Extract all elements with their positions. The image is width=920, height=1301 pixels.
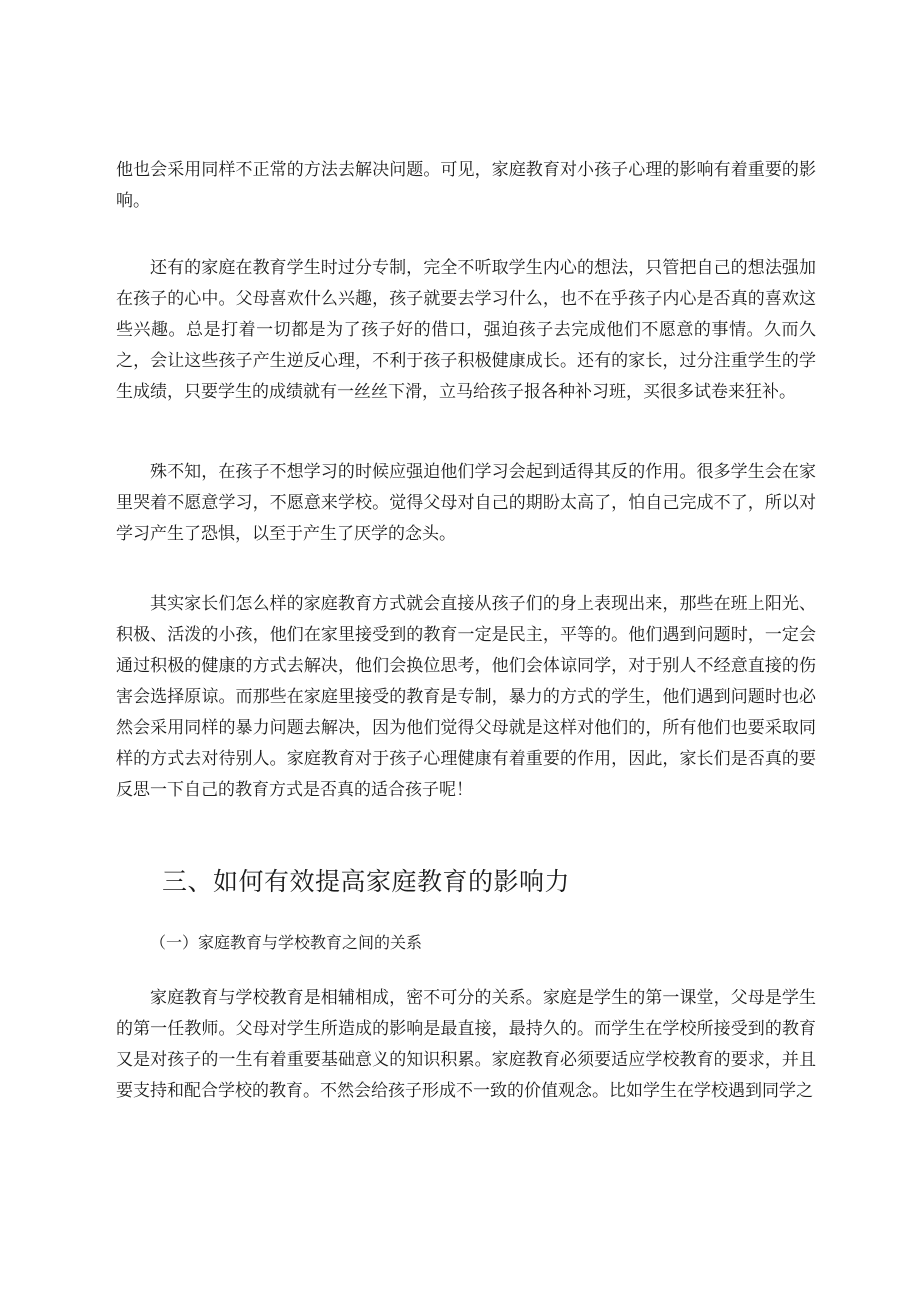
paragraph-forced-study: 殊不知，在孩子不想学习的时候应强迫他们学习会起到适得其反的作用。很多学生会在家里哭着不愿意学习，不愿意来学校。觉得父母对自己的期盼太高了，怕自己完成不了，所以对学习产生了恐惧，以至于产生了厌学的念头。 bbox=[116, 462, 816, 544]
paragraph-family-school-relationship: 家庭教育与学校教育是相辅相成，密不可分的关系。家庭是学生的第一课堂，父母是学生的第一任教师。父母对学生所造成的影响是最直接，最持久的。而学生在学校所接受到的教育又是对孩子的一生有着重要基础意义的知识积累。家庭教育必须要适应学校教育的要求，并且要支持和配合学校的教育。不然会给孩子形成不一致的价值观念。比如学生在学校遇到同学之 bbox=[116, 988, 816, 1101]
paragraph-parenting-style-effects: 其实家长们怎么样的家庭教育方式就会直接从孩子们的身上表现出来，那些在班上阳光、积极、活泼的小孩，他们在家里接受到的教育一定是民主，平等的。他们遇到问题时，一定会通过积极的健康的方式去解决，他们会换位思考，他们会体谅同学，对于别人不经意直接的伤害会选择原谅。而那些在家庭里接受的教育是专制，暴力的方式的学生，他们遇到问题时也必然会采用同样的暴力问题去解决，因为他们觉得父母就是这样对他们的，所有他们也要采取同样的方式去对待别人。家庭教育对于孩子心理健康有着重要的作用，因此，家长们是否真的要反思一下自己的教育方式是否真的适合孩子呢！ bbox=[116, 594, 816, 800]
sub-heading: （一）家庭教育与学校教育之间的关系 bbox=[150, 933, 423, 952]
paragraph-continuation: 他也会采用同样不正常的方法去解决问题。可见，家庭教育对小孩子心理的影响有着重要的影响。 bbox=[116, 160, 816, 211]
section-heading: 三、如何有效提高家庭教育的影响力 bbox=[162, 867, 571, 896]
paragraph-authoritarian-parenting: 还有的家庭在教育学生时过分专制，完全不听取学生内心的想法，只管把自己的想法强加在孩子的心中。父母喜欢什么兴趣，孩子就要去学习什么，也不在乎孩子内心是否真的喜欢这些兴趣。总是打着一切都是为了孩子好的借口，强迫孩子去完成他们不愿意的事情。久而久之，会让这些孩子产生逆反心理，不利于孩子积极健康成长。还有的家长，过分注重学生的学生成绩，只要学生的成绩就有一丝丝下滑，立马给孩子报各种补习班，买很多试卷来狂补。 bbox=[116, 258, 816, 402]
